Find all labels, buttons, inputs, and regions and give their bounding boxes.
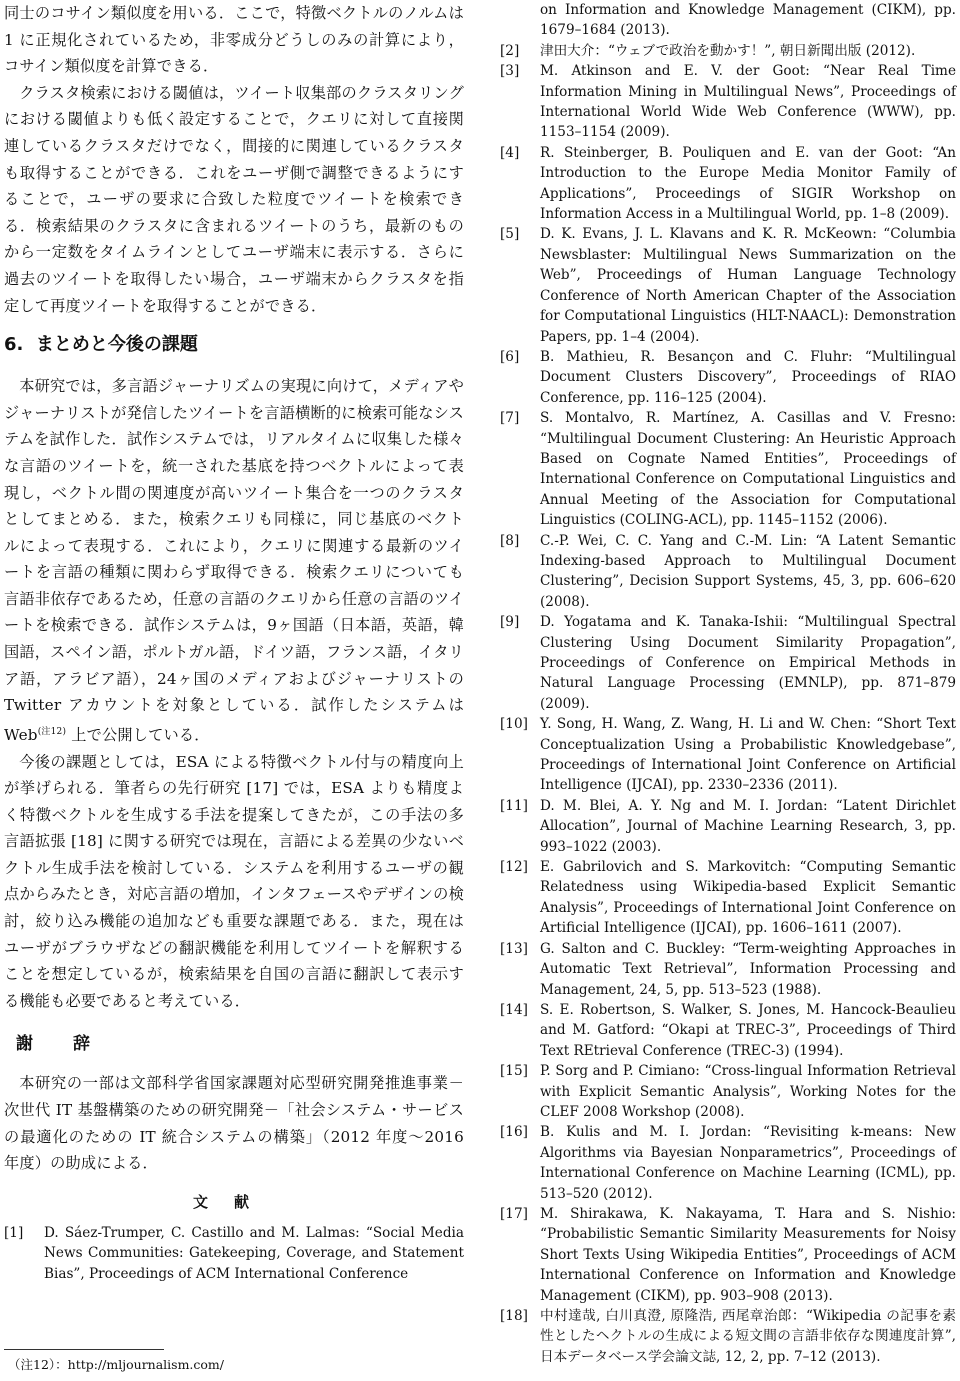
reference-item <box>500 41 956 61</box>
reference-item <box>500 1061 956 1122</box>
reference-item <box>500 612 956 714</box>
reference-item <box>500 408 956 530</box>
reference-item <box>500 1204 956 1306</box>
reference-number: [11] <box>500 797 528 814</box>
paragraph-summary <box>4 373 464 748</box>
reference-number: [15] <box>500 1063 528 1080</box>
reference-number: [9] <box>500 614 520 631</box>
acknowledgement-heading: 謝辞 <box>16 1034 130 1055</box>
reference-item <box>500 857 956 939</box>
reference-number: [6] <box>500 348 520 365</box>
reference-number: [4] <box>500 144 520 161</box>
reference-item <box>500 347 956 408</box>
reference-text: 中村達哉, 白川真澄, 原隆浩, 西尾章治郎：“Wikipedia の記事を素性としたヘクトルの生成による短文間の言語非依存な関連度計算”, 日本データベース学会論文誌, 12, 2, pp. 7–12 (2013). <box>540 1308 956 1365</box>
reference-item <box>500 1122 956 1204</box>
right-column <box>500 0 956 1367</box>
reference-text: E. Gabrilovich and S. Markovitch: “Computing Semantic Relatedness using Wikipedia-based Explicit Semantic Analysis”, Proceedings of International Joint Conference on Artificial Intelligence (IJCAI), pp. 1606–1611 (2007). <box>540 859 956 937</box>
reference-number: [10] <box>500 716 528 733</box>
reference-item <box>500 796 956 857</box>
reference-number: [18] <box>500 1308 528 1324</box>
reference-number: [14] <box>500 1001 528 1018</box>
reference-text: P. Sorg and P. Cimiano: “Cross-lingual Information Retrieval with Explicit Semantic Analysis”, Working Notes for the CLEF 2008 Workshop (2008). <box>540 1063 956 1120</box>
reference-number: [7] <box>500 410 520 427</box>
summary-text: 本研究では，多言語ジャーナリズムの実現に向けて，メディアやジャーナリストが発信したツイートを言語横断的に検索可能なシステムを試作した．試作システムでは，リアルタイムに収集した様々な言語のツイートを，統一された基底を持つベクトルによって表現し，ベクトル間の関連度が高いツイート集合を一つのクラスタとしてまとめる．また，検索クエリも同様に，同じ基底のベクトルによって表現する．これにより，クエリに関連する最新のツイートを言語の種類に関わらず取得できる．検索クエリについても言語非依存であるため，任意の言語のクエリから任意の言語のツイートを検索できる．試作システムは，9ヶ国語（日本語，英語，韓国語，スペイン語，ポルトガル語，ドイツ語，フランス語，イタリア語，アラビア語），24ヶ国のメディアおよびジャーナリストの Twitter アカウントを対象としている．試作したシステムは Web <box>4 377 465 744</box>
reference-number: [8] <box>500 532 520 549</box>
reference-number: [2] <box>500 42 520 59</box>
paragraph-acknowledgement: 本研究の一部は文部科学省国家課題対応型研究開発推進事業－次世代 IT 基盤構築のための研究開発－「社会システム・サービスの最適化のための IT 統合システムの構築」（2012 年度～2016 年度）の助成による． <box>4 1074 464 1173</box>
reference-text: D. Yogatama and K. Tanaka-Ishii: “Multilingual Spectral Clustering Using Document Similarity Propagation”, Proceedings of Conference on Empirical Methods in Natural Language Processing (EMNLP), pp. 871–879 (2009). <box>540 614 956 712</box>
reference-number: [17] <box>500 1205 528 1222</box>
paragraph-future-work: 今後の課題としては，ESA による特徴ベクトル付与の精度向上が挙げられる．筆者らの先行研究 [17] では，ESA よりも精度よく特徴ベクトルを生成する手法を提案してきたが，この手法の多言語拡張 [18] に関する研究では現在，言語による差異の少ないベクトル生成手法を検討している．システムを利用するユーザの観点からみたとき，対応言語の増加，インタフェースやデザインの検討，絞り込み機能の追加なども重要な課題である．また，現在はユーザがブラウザなどの翻訳機能を利用してツイートを解釈することを想定しているが，検索結果を自国の言語に翻訳して表示する機能も必要であると考えている． <box>4 752 464 1010</box>
section-title: まとめと今後の課題 <box>35 334 198 356</box>
summary-tail: 上で公開している． <box>66 725 210 744</box>
reference-text: S. E. Robertson, S. Walker, S. Jones, M. Hancock-Beaulieu and M. Gatford: “Okapi at TREC-3”, Proceedings of Third Text REtrieval Conference (TREC-3) (1994). <box>540 1001 956 1059</box>
reference-number: [5] <box>500 226 520 243</box>
reference-item <box>500 1000 956 1061</box>
section-heading-6 <box>4 331 464 359</box>
reference-text: Y. Song, H. Wang, Z. Wang, H. Li and W. Chen: “Short Text Conceptualization Using a Probabilistic Knowledgebase”, Proceedings of International Joint Conference on Artificial Intelligence (IJCAI), pp. 2330–2336 (2011). <box>540 716 956 794</box>
left-column <box>4 0 464 1284</box>
paragraph-cosine: 同士のコサイン類似度を用いる．ここで，特徴ベクトルのノルムは 1 に正規化されているため，非零成分どうしのみの計算により，コサイン類似度を計算できる． <box>4 4 464 76</box>
footnote-rule <box>4 1349 164 1350</box>
reference-item <box>500 143 956 225</box>
reference-text: D. Sáez-Trumper, C. Castillo and M. Lalmas: “Social Media News Communities: Gatekeeping, Coverage, and Statement Bias”, Proceedings of ACM International Conference <box>44 1224 464 1282</box>
reference-item <box>4 1223 464 1284</box>
references-heading: 文献 <box>192 1192 275 1211</box>
reference-item <box>500 714 956 796</box>
paragraph-cluster-search: クラスタ検索における閾値は，ツイート収集部のクラスタリングにおける閾値よりも低く設定することで，クエリに対して直接関連しているクラスタだけでなく，間接的に関連しているクラスタも取得することができる．これをユーザ側で調整できるようにすることで，ユーザの要求に合致した粒度でツイートを検索できる．検索結果のクラスタに含まれるツイートのうち，最新のものから一定数をタイムラインとしてユーザ端末に表示する．さらに過去のツイートを取得したい場合，ユーザ端末からクラスタを指定して再度ツイートを取得することができる． <box>4 83 464 315</box>
reference-number: [13] <box>500 940 528 957</box>
section-number: 6. <box>4 334 24 356</box>
reference-list <box>500 41 956 1367</box>
reference-item <box>500 224 956 346</box>
reference-item <box>500 1306 956 1367</box>
reference-text: B. Kulis and M. I. Jordan: “Revisiting k-means: New Algorithms via Bayesian Nonparametrics”, Proceedings of International Conference on Machine Learning (ICML), pp. 513–520 (2012). <box>540 1124 956 1202</box>
footnote-marker: (注12) <box>37 726 67 737</box>
reference-number: [12] <box>500 859 528 876</box>
reference-item <box>500 531 956 613</box>
reference-number: [1] <box>4 1224 24 1241</box>
reference-text: G. Salton and C. Buckley: “Term-weighting Approaches in Automatic Text Retrieval”, Information Processing and Management, 24, 5, pp. 513–523 (1988). <box>540 940 956 998</box>
reference-number: [3] <box>500 63 520 80</box>
reference-text: C.-P. Wei, C. C. Yang and C.-M. Lin: “A Latent Semantic Indexing-based Approach to Multilingual Document Clustering”, Decision Support Systems, 45, 3, pp. 606–620 (2008). <box>540 532 956 610</box>
reference-text: B. Mathieu, R. Besançon and C. Fluhr: “Multilingual Document Clusters Discovery”, Proceedings of RIAO Conference, pp. 116–125 (2004). <box>540 348 956 406</box>
reference-text: S. Montalvo, R. Martínez, A. Casillas and V. Fresno: “Multilingual Document Clustering: An Heuristic Approach Based on Cognate Named Entities”, Proceedings of International Conference on Computational Linguistics and Annual Meeting of the Association for Computational Linguistics (COLING-ACL), pp. 1145–1152 (2006). <box>540 410 956 529</box>
reference-item <box>500 939 956 1000</box>
reference-item <box>500 61 956 143</box>
reference-continuation: on Information and Knowledge Management (CIKM), pp. 1679–1684 (2013). <box>540 2 956 39</box>
reference-text: M. Shirakawa, K. Nakayama, T. Hara and S. Nishio: “Probabilistic Semantic Similarity Measurements for Noisy Short Texts Using Wikipedia Entities”, Proceedings of ACM International Conference on Information and Knowledge Management (CIKM), pp. 903–908 (2013). <box>540 1205 956 1304</box>
reference-text: D. M. Blei, A. Y. Ng and M. I. Jordan: “Latent Dirichlet Allocation”, Journal of Machine Learning Research, 3, pp. 993–1022 (2003). <box>540 797 956 855</box>
reference-text: M. Atkinson and E. V. der Goot: “Near Real Time Information Mining in Multilingual News”, Proceedings of International World Wide Web Conference (WWW), pp. 1153–1154 (2009). <box>540 63 956 141</box>
reference-text: 津田大介：“ウェブで政治を動かす！”, 朝日新聞出版 (2012). <box>540 42 916 59</box>
reference-text: R. Steinberger, B. Pouliquen and E. van der Goot: “An Introduction to the Europe Media Monitor Family of Applications”, Proceedings of SIGIR Workshop on Information Access in a Multilingual World, pp. 1–8 (2009). <box>540 144 956 223</box>
reference-text: D. K. Evans, J. L. Klavans and K. R. McKeown: “Columbia Newsblaster: Multilingual News Summarization on the Web”, Proceedings of Human Language Technology Conference of North American Chapter of the Association for Computational Linguistics (HLT-NAACL): Demonstration Papers, pp. 1–4 (2004). <box>540 226 956 345</box>
reference-number: [16] <box>500 1124 528 1141</box>
footnote: （注12）：http://mljournalism.com/ <box>8 1357 224 1372</box>
